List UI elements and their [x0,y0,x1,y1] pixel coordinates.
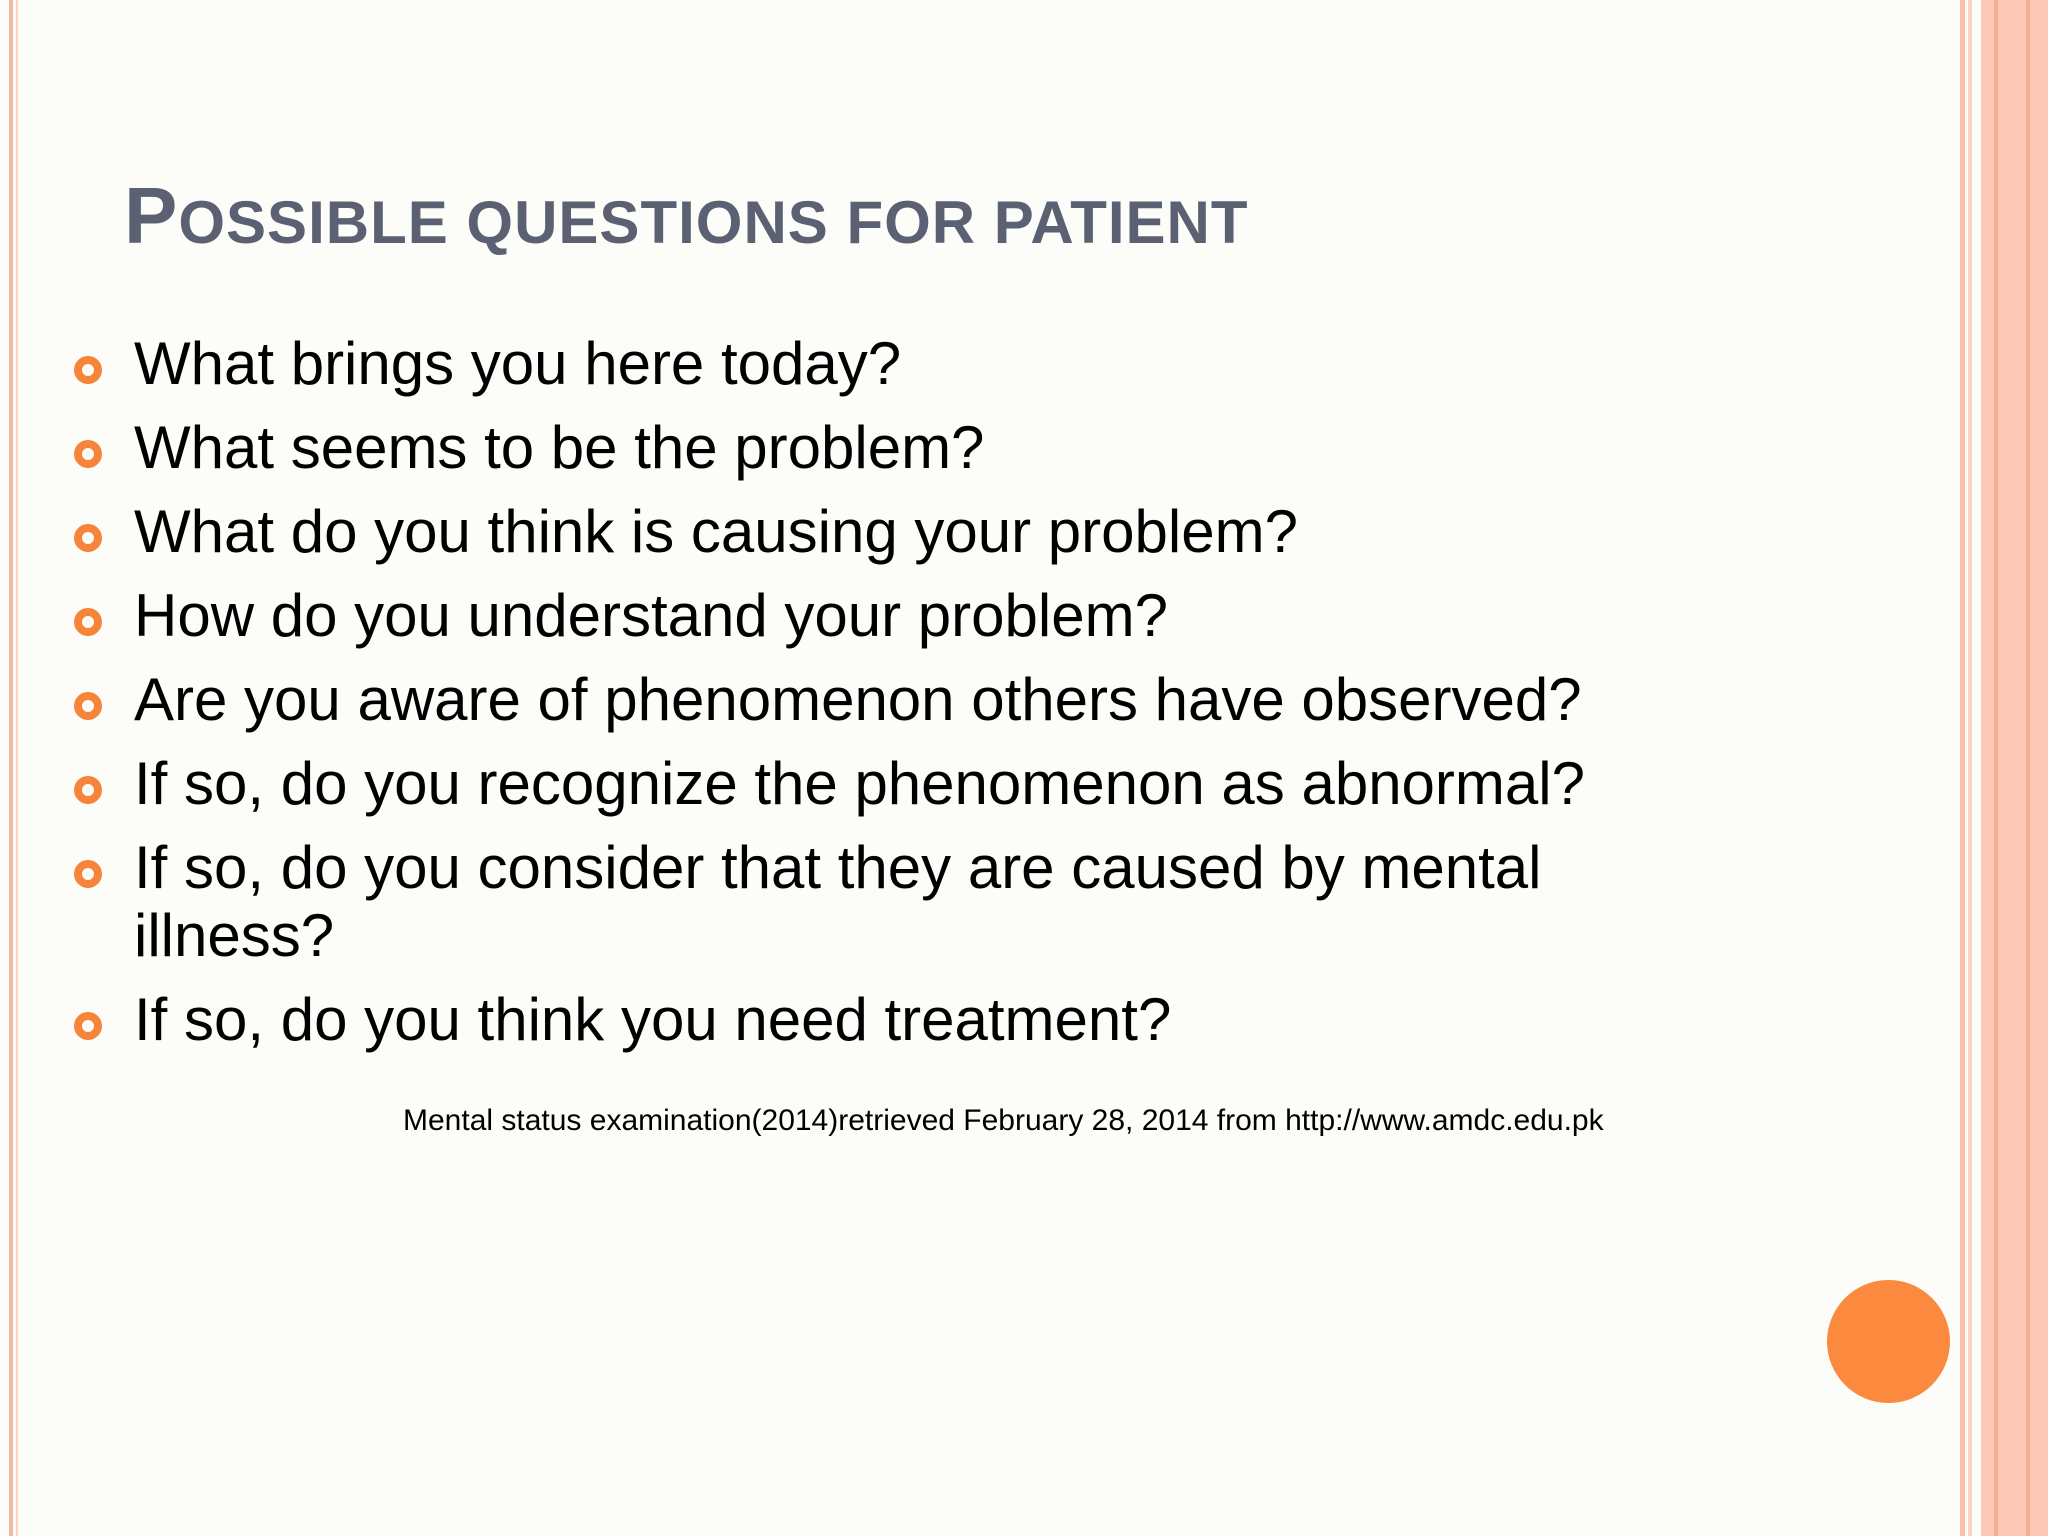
bullet-ring-icon [74,524,102,552]
question-text: How do you understand your problem? [134,582,1168,649]
list-item [74,750,1674,818]
orange-circle-icon [1827,1280,1950,1403]
list-item [74,414,1674,482]
title-rest: OSSIBLE QUESTIONS FOR PATIENT [178,189,1249,256]
right-band-stripe [1994,0,1998,1536]
slide-title [124,170,1249,262]
right-border-band [1981,0,2048,1536]
right-border-line [1960,0,1965,1536]
question-text: If so, do you think you need treatment? [134,986,1172,1053]
bullet-ring-icon [74,356,102,384]
bullet-ring-icon [74,608,102,636]
list-item [74,666,1674,734]
bullet-ring-icon [74,1012,102,1040]
list-item [74,582,1674,650]
question-text: Are you aware of phenomenon others have observed? [134,666,1582,733]
question-text: What seems to be the problem? [134,414,985,481]
bullet-ring-icon [74,860,102,888]
citation: Mental status examination(2014)retrieved February 28, 2014 from http://www.amdc.edu.pk [403,1104,1604,1137]
bullet-ring-icon [74,440,102,468]
list-item [74,498,1674,566]
list-item [74,986,1674,1054]
question-text: What do you think is causing your problem? [134,498,1298,565]
question-text: If so, do you consider that they are caused by mental illness? [134,834,1542,969]
question-text: If so, do you recognize the phenomenon as abnormal? [134,750,1585,817]
left-border-line-inner [16,0,18,1536]
list-item [74,834,1674,970]
list-item [74,330,1674,398]
right-band-stripe [2026,0,2030,1536]
question-list [74,330,1674,1070]
question-text: What brings you here today? [134,330,902,397]
right-border-line-inner [1968,0,1972,1536]
bullet-ring-icon [74,776,102,804]
title-first-letter: P [124,171,179,260]
left-border-line [9,0,13,1536]
bullet-ring-icon [74,692,102,720]
